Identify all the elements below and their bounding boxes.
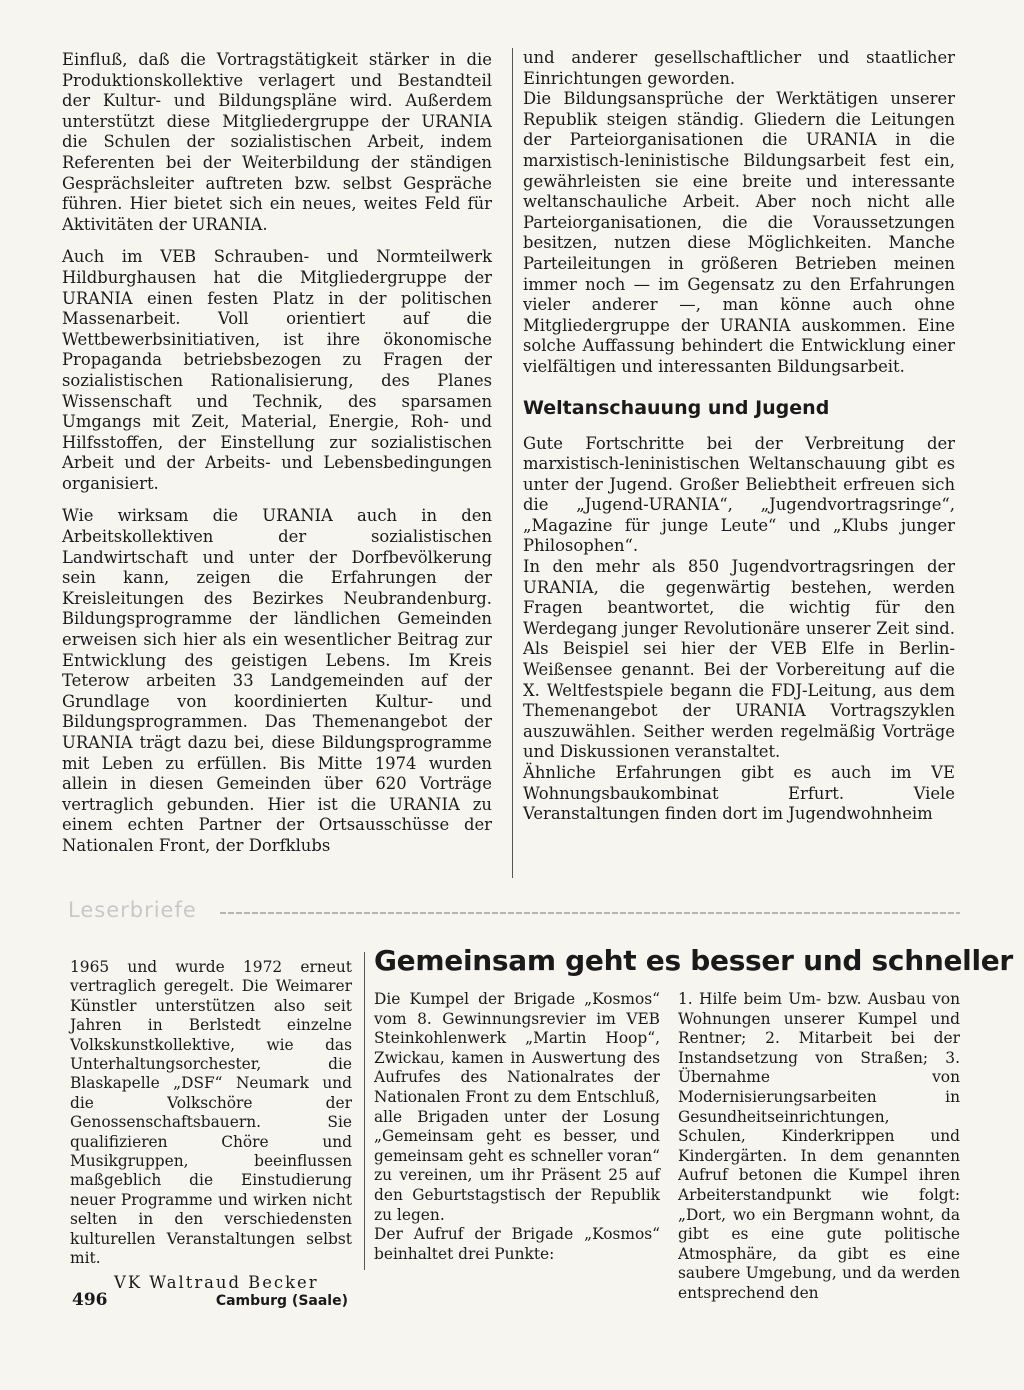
right-paragraph-4: In den mehr als 850 Jugendvortragsringen der URANIA, die gegenwärtig bestehen, werden Fragen beantwortet, die wichtig für den Werdegang junger Revolutionäre unserer Zeit sind. Als Beispiel sei hier der VEB Elfe in Berlin-Weißensee genannt. Bei der Vorbereitung auf die X. Weltfestspiele begann die FDJ-Leitung, aus dem Themenangebot der URANIA Vortragszyklen auszuwählen. Seither werden regelmäßig Vorträge und Diskussionen veranstaltet. xyxy=(523,557,955,762)
section-label: Leserbriefe xyxy=(68,898,197,922)
letter-title: Gemeinsam geht es besser und schneller xyxy=(374,944,1013,977)
section-rule xyxy=(220,912,960,914)
column-divider-top xyxy=(512,48,513,878)
column-divider-letter xyxy=(364,952,365,1270)
left-paragraph-3: Wie wirksam die URANIA auch in den Arbeitskollektiven der sozialistischen Landwirtschaft und unter der Dorfbevölkerung sein kann, zeigen die Erfahrungen der Kreisleitungen des Bezirkes Neubrandenburg. Bildungsprogramme der ländlichen Gemeinden erweisen sich hier als ein wesentlicher Beitrag zur Entwicklung des geistigen Lebens. Im Kreis Teterow arbeiten 33 Landgemeinden auf der Grundlage von koordinierten Kultur- und Bildungsprogrammen. Das Themenangebot der URANIA trägt dazu bei, diese Bildungsprogramme mit Leben zu erfüllen. Bis Mitte 1974 wurden allein in diesen Gemeinden über 620 Vorträge vertraglich gebunden. Hier ist die URANIA zu einem echten Partner der Ortsausschüsse der Nationalen Front, der Dorfklubs xyxy=(62,506,492,855)
right-paragraph-1: und anderer gesellschaftlicher und staatlicher Einrichtungen geworden. xyxy=(523,48,955,88)
letter-middle-column xyxy=(374,990,660,1264)
letter-middle-paragraph-1: Die Kumpel der Brigade „Kosmos“ vom 8. Gewinnungsrevier im VEB Steinkohlenwerk „Martin Hoop“, Zwickau, kamen in Auswertung des Aufrufes des Nationalrates der Nationalen Front zu dem Entschluß, alle Brigaden unter der Losung „Gemeinsam geht es besser, und gemeinsam geht es schneller voran“ zu vereinen, um ihr Präsent 25 auf den Geburtstagstisch der Republik zu legen. xyxy=(374,990,660,1224)
left-paragraph-2: Auch im VEB Schrauben- und Normteilwerk Hildburghausen hat die Mitgliedergruppe der URANIA einen festen Platz in der politischen Massenarbeit. Voll orientiert auf die Wettbewerbsinitiativen, ist ihre ökonomische Propaganda betriebsbezogen zu Fragen der sozialistischen Rationalisierung, des Planes Wissenschaft und Technik, des sparsamen Umgangs mit Zeit, Material, Energie, Roh- und Hilfsstoffen, der Einstellung zur sozialistischen Arbeit und der Arbeits- und Lebensbedingungen organisiert. xyxy=(62,247,492,493)
right-paragraph-2: Die Bildungsansprüche der Werktätigen unserer Republik steigen ständig. Gliedern die Leitungen der Parteiorganisationen die URANIA in die marxistisch-leninistische Bildungsarbeit fest ein, gewährleisten sie eine breite und interessante weltanschauliche Arbeit. Aber noch nicht alle Parteiorganisationen, die die Voraussetzungen besitzen, nutzen diese Möglichkeiten. Manche Parteileitungen in größeren Betrieben meinen immer noch — im Gegensatz zu den Erfahrungen vieler anderer —, man könne auch ohne Mitgliedergruppe der URANIA auskommen. Eine solche Auffassung behindert die Entwicklung einer vielfältigen und interessanten Bildungsarbeit. xyxy=(523,89,955,376)
signature-name: VK Waltraud Becker xyxy=(114,1272,319,1292)
left-paragraph-1: Einfluß, daß die Vortragstätigkeit stärker in die Produktionskollektive verlagert und Bestandteil der Kultur- und Bildungspläne wird. Außerdem unterstützt diese Mitgliedergruppe der URANIA die Schulen der sozialistischen Arbeit, indem Referenten bei der Weiterbildung der ständigen Gesprächsleiter auftreten bzw. selbst Gespräche führen. Hier bietet sich ein neues, weites Feld für Aktivitäten der URANIA. xyxy=(62,50,492,234)
right-paragraph-5: Ähnliche Erfahrungen gibt es auch im VE Wohnungsbaukombinat Erfurt. Viele Veranstaltungen finden dort im Jugendwohnheim xyxy=(523,763,955,824)
letter-right-column xyxy=(678,990,960,1304)
right-paragraph-3: Gute Fortschritte bei der Verbreitung der marxistisch-leninistischen Weltanschauung gibt es unter der Jugend. Großer Beliebtheit erfreuen sich die „Jugend-URANIA“, „Jugendvortragsringe“, „Magazine für junge Leute“ und „Klubs junger Philosophen“. xyxy=(523,433,955,556)
left-column xyxy=(62,50,492,857)
section-heading: Weltanschauung und Jugend xyxy=(523,396,830,419)
letter-middle-paragraph-2: Der Aufruf der Brigade „Kosmos“ beinhaltet drei Punkte: xyxy=(374,1225,660,1263)
letter-left-column xyxy=(70,958,352,1311)
page-number: 496 xyxy=(72,1290,108,1310)
letter-left-text: 1965 und wurde 1972 erneut vertraglich geregelt. Die Weimarer Künstler unterstützen also seit Jahren in Berlstedt einzelne Volkskunstkollektive, wie das Unterhaltungsorchester, die Blaskapelle „DSF“ Neumark und die Volkschöre der Genossenschaftsbauern. Sie qualifizieren Chöre und Musikgruppen, beeinflussen maßgeblich die Einstudierung neuer Programme und wirken nicht selten in den verschiedensten kulturellen Veranstaltungen selbst mit. xyxy=(70,958,352,1268)
letter-right-text: 1. Hilfe beim Um- bzw. Ausbau von Wohnungen unserer Kumpel und Rentner; 2. Mitarbeit bei der Instandsetzung von Straßen; 3. Übernahme von Modernisierungsarbeiten in Gesundheitseinrichtungen, Schulen, Kinderkrippen und Kindergärten. In dem genannten Aufruf betonen die Kumpel ihren Arbeiterstandpunkt wie folgt: „Dort, wo ein Bergmann wohnt, da gibt es eine gute politische Atmosphäre, da gibt es eine saubere Umgebung, und da werden entsprechend den xyxy=(678,990,960,1302)
signature-place: Camburg (Saale) xyxy=(215,1292,348,1309)
right-column xyxy=(523,48,955,825)
